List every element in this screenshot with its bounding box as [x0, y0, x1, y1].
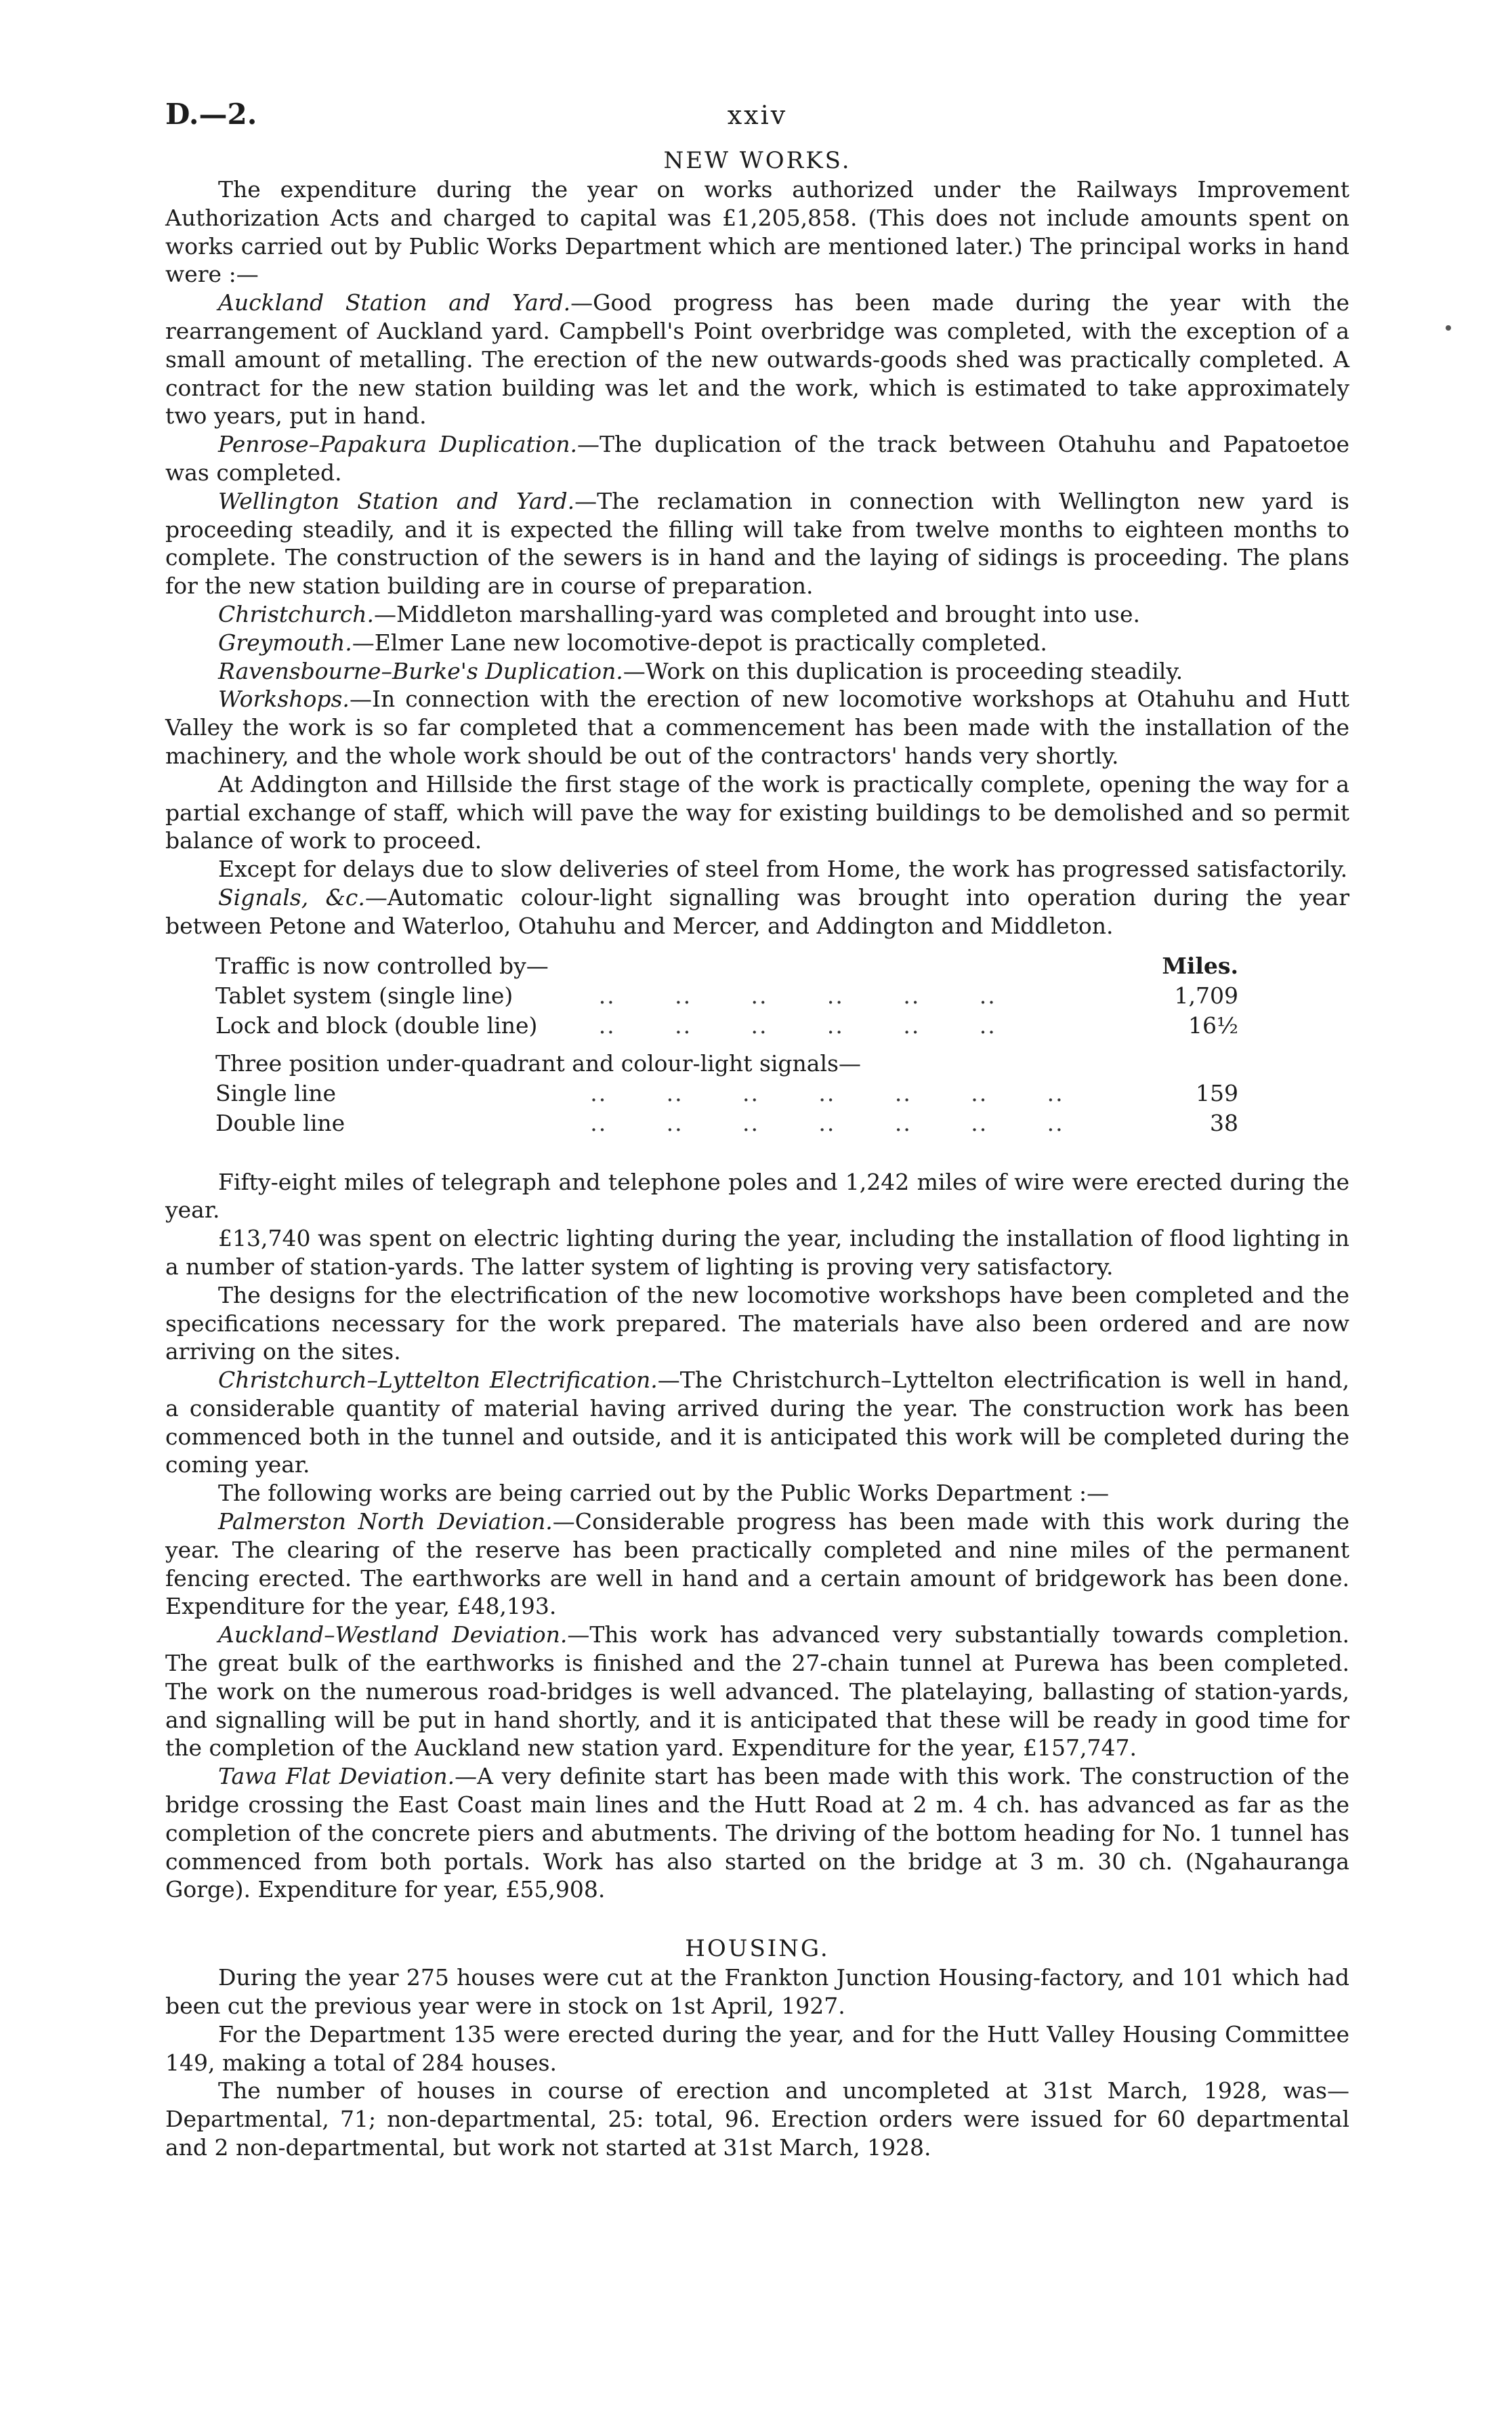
- work-item-text: —This work has advanced very substantially towards completion. The great bulk of the earthworks is finished and the 27-chain tunnel at Purewa has been completed. The work on the numerous road-bridges is well advanced. The platelaying, ballasting of station-yards, and signalling will be put in hand shortly, and it is anticipated that these will be ready in good time for the completion of the Auckland new station yard. Expenditure for the year, £157,747.: [165, 1621, 1349, 1762]
- work-item-text: —The duplication of the track between Otahuhu and Papatoetoe was completed.: [165, 431, 1349, 486]
- work-item-title: Tawa Flat Deviation.: [218, 1763, 455, 1790]
- page-header: [165, 81, 1349, 146]
- section-heading-new-works: NEW WORKS.: [663, 147, 852, 174]
- row-value: 159: [1196, 1079, 1238, 1106]
- row-label: Lock and block (double line): [215, 1012, 538, 1039]
- work-item-title: Auckland–Westland Deviation.: [218, 1621, 568, 1648]
- work-item-title: Auckland Station and Yard.: [218, 289, 571, 316]
- work-item-text: —Work on this duplication is proceeding steadily.: [623, 657, 1183, 684]
- row-label: Tablet system (single line): [215, 982, 513, 1009]
- table-row: [215, 1049, 1238, 1079]
- work-item-workshops: [165, 685, 1349, 770]
- work-item-text: —The reclamation in connection with Wellington new yard is proceeding steadily, and it is expected the filling will take from twelve months to eighteen months to complete. The construction of the sewers is in hand and the laying of sidings is proceeding. The plans for the new station building are in course of preparation.: [165, 487, 1349, 600]
- traffic-control-table: [215, 951, 1238, 1138]
- pwd-intro: The following works are being carried out by the Public Works Department :—: [218, 1480, 1110, 1507]
- work-item-title: Palmerston North Deviation.: [218, 1508, 553, 1535]
- work-item-text: —Automatic colour-light signalling was brought into operation during the year between Petone and Waterloo, Otahuhu and Mercer, and Addington and Middleton.: [165, 883, 1349, 939]
- housing-paragraph: During the year 275 houses were cut at the Frankton Junction Housing-factory, and 101 which had been cut the previous year were in stock on 1st April, 1927.: [165, 1964, 1349, 2020]
- work-item-text: —Good progress has been made during the year with the rearrangement of Auckland yard. Campbell's Point overbridge was completed, with the exception of a small amount of metalling. The erection of the new outwards-goods shed was practically completed. A contract for the new station building was let and the work, which is estimated to take approximately two years, put in hand.: [165, 289, 1349, 430]
- document-reference: D.—2.: [165, 98, 257, 131]
- page-number: xxiv: [727, 100, 788, 130]
- housing-paragraph: The number of houses in course of erection and uncompleted at 31st March, 1928, was—Departmental, 71; non-departmental, 25: total, 96. Erection orders were issued for 60 departmental and 2 non-departmental, but work not started at 31st March, 1928.: [165, 2077, 1349, 2161]
- table-row: Lock and block (double line) .. .. .. .. .. .. 16½: [215, 1011, 1238, 1041]
- telegraph-paragraph: Fifty-eight miles of telegraph and telephone poles and 1,242 miles of wire were erected during the year.: [165, 1168, 1349, 1224]
- work-item-signals: [165, 883, 1349, 940]
- signals-subheading: Three position under-quadrant and colour-light signals—: [215, 1049, 861, 1077]
- work-item-text: —In connection with the erection of new locomotive workshops at Otahuhu and Hutt Valley the work is so far completed that a commencement has been made with the installation of the machinery, and the whole work should be out of the contractors' hands very shortly.: [165, 686, 1349, 769]
- work-item-title: Penrose–Papakura Duplication.: [218, 431, 577, 458]
- work-item-title: Christchurch.: [218, 600, 375, 627]
- work-item-title: Signals, &c.: [218, 883, 365, 911]
- work-item-title: Christchurch–Lyttelton Electrification.: [218, 1367, 658, 1394]
- row-value: 38: [1210, 1109, 1238, 1136]
- work-item-text: —The Christchurch–Lyttelton electrification is well in hand, a considerable quantity of material having arrived during the year. The construction work has been commenced both in the tunnel and outside, and it is anticipated this work will be completed during the coming year.: [165, 1367, 1349, 1478]
- addington-paragraph: At Addington and Hillside the first stage of the work is practically complete, opening the way for a partial exchange of staff, which will pave the way for existing buildings to be demolished and so permit balance of work to proceed.: [165, 770, 1349, 854]
- work-item-text: —Middleton marshalling-yard was completed and brought into use.: [374, 600, 1141, 627]
- work-item-title: Greymouth.: [218, 629, 352, 656]
- work-item-title: Wellington Station and Yard.: [218, 487, 575, 514]
- new-works-intro: The expenditure during the year on works authorized under the Railways Improvement Authorization Acts and charged to capital was £1,205,858. (This does not include amounts spent on works carried out by Public Works Department which are mentioned later.) The principal works in hand were :—: [165, 176, 1349, 288]
- work-item-title: Workshops.: [218, 686, 350, 713]
- miles-column-header: Miles.: [1162, 952, 1238, 979]
- work-item-palmerston-north: [165, 1507, 1349, 1621]
- row-value: 1,709: [1174, 982, 1238, 1009]
- table-row: Single line .. .. .. .. .. .. .. 159: [215, 1079, 1238, 1108]
- work-item-ravensbourne: [165, 657, 1349, 686]
- housing-paragraph: For the Department 135 were erected during the year, and for the Hutt Valley Housing Committee 149, making a total of 284 houses.: [165, 2020, 1349, 2076]
- table-row: Double line .. .. .. .. .. .. .. 38: [215, 1108, 1238, 1138]
- work-item-greymouth: [165, 629, 1349, 657]
- work-item-wellington-station: [165, 487, 1349, 600]
- table-row: [215, 951, 1238, 981]
- work-item-text: —Considerable progress has been made with this work during the year. The clearing of the reserve has been practically completed and nine miles of the permanent fencing erected. The earthworks are well in hand and a certain amount of bridgework has been done. Expenditure for the year, £48,193.: [165, 1508, 1349, 1620]
- table-row: Tablet system (single line) .. .. .. .. .. .. 1,709: [215, 981, 1238, 1011]
- row-label: Double line: [215, 1109, 345, 1136]
- work-item-christchurch: [165, 600, 1349, 629]
- work-item-text: —A very definite start has been made with this work. The construction of the bridge crossing the East Coast main lines and the Hutt Road at 2 m. 4 ch. has advanced as far as the completion of the concrete piers and abutments. The driving of the bottom heading for No. 1 tunnel has commenced from both portals. Work has also started on the bridge at 3 m. 30 ch. (Ngahauranga Gorge). Expenditure for year, £55,908.: [165, 1763, 1349, 1903]
- delays-paragraph: Except for delays due to slow deliveries of steel from Home, the work has progressed satisfactorily.: [218, 856, 1348, 883]
- work-item-lyttelton: [165, 1366, 1349, 1479]
- lighting-paragraph: £13,740 was spent on electric lighting during the year, including the installation of flood lighting in a number of station-yards. The latter system of lighting is proving very satisfactory.: [165, 1225, 1349, 1280]
- work-item-text: —Elmer Lane new locomotive-depot is practically completed.: [352, 629, 1047, 656]
- margin-dot: [1446, 325, 1451, 331]
- report-page: [165, 81, 1349, 2412]
- electrification-paragraph: The designs for the electrification of the new locomotive workshops have been completed and the specifications necessary for the work prepared. The materials have also been ordered and are now arriving on the sites.: [165, 1281, 1349, 1365]
- row-label: Single line: [215, 1079, 337, 1106]
- work-item-auckland-station: [165, 289, 1349, 430]
- work-item-tawa-flat: [165, 1762, 1349, 1904]
- work-item-penrose-papakura: [165, 430, 1349, 487]
- section-heading-housing: HOUSING.: [685, 1935, 830, 1963]
- work-item-auckland-westland: [165, 1621, 1349, 1762]
- work-item-title: Ravensbourne–Burke's Duplication.: [218, 657, 623, 684]
- row-value: 16½: [1188, 1012, 1238, 1039]
- traffic-intro: Traffic is now controlled by—: [215, 952, 549, 979]
